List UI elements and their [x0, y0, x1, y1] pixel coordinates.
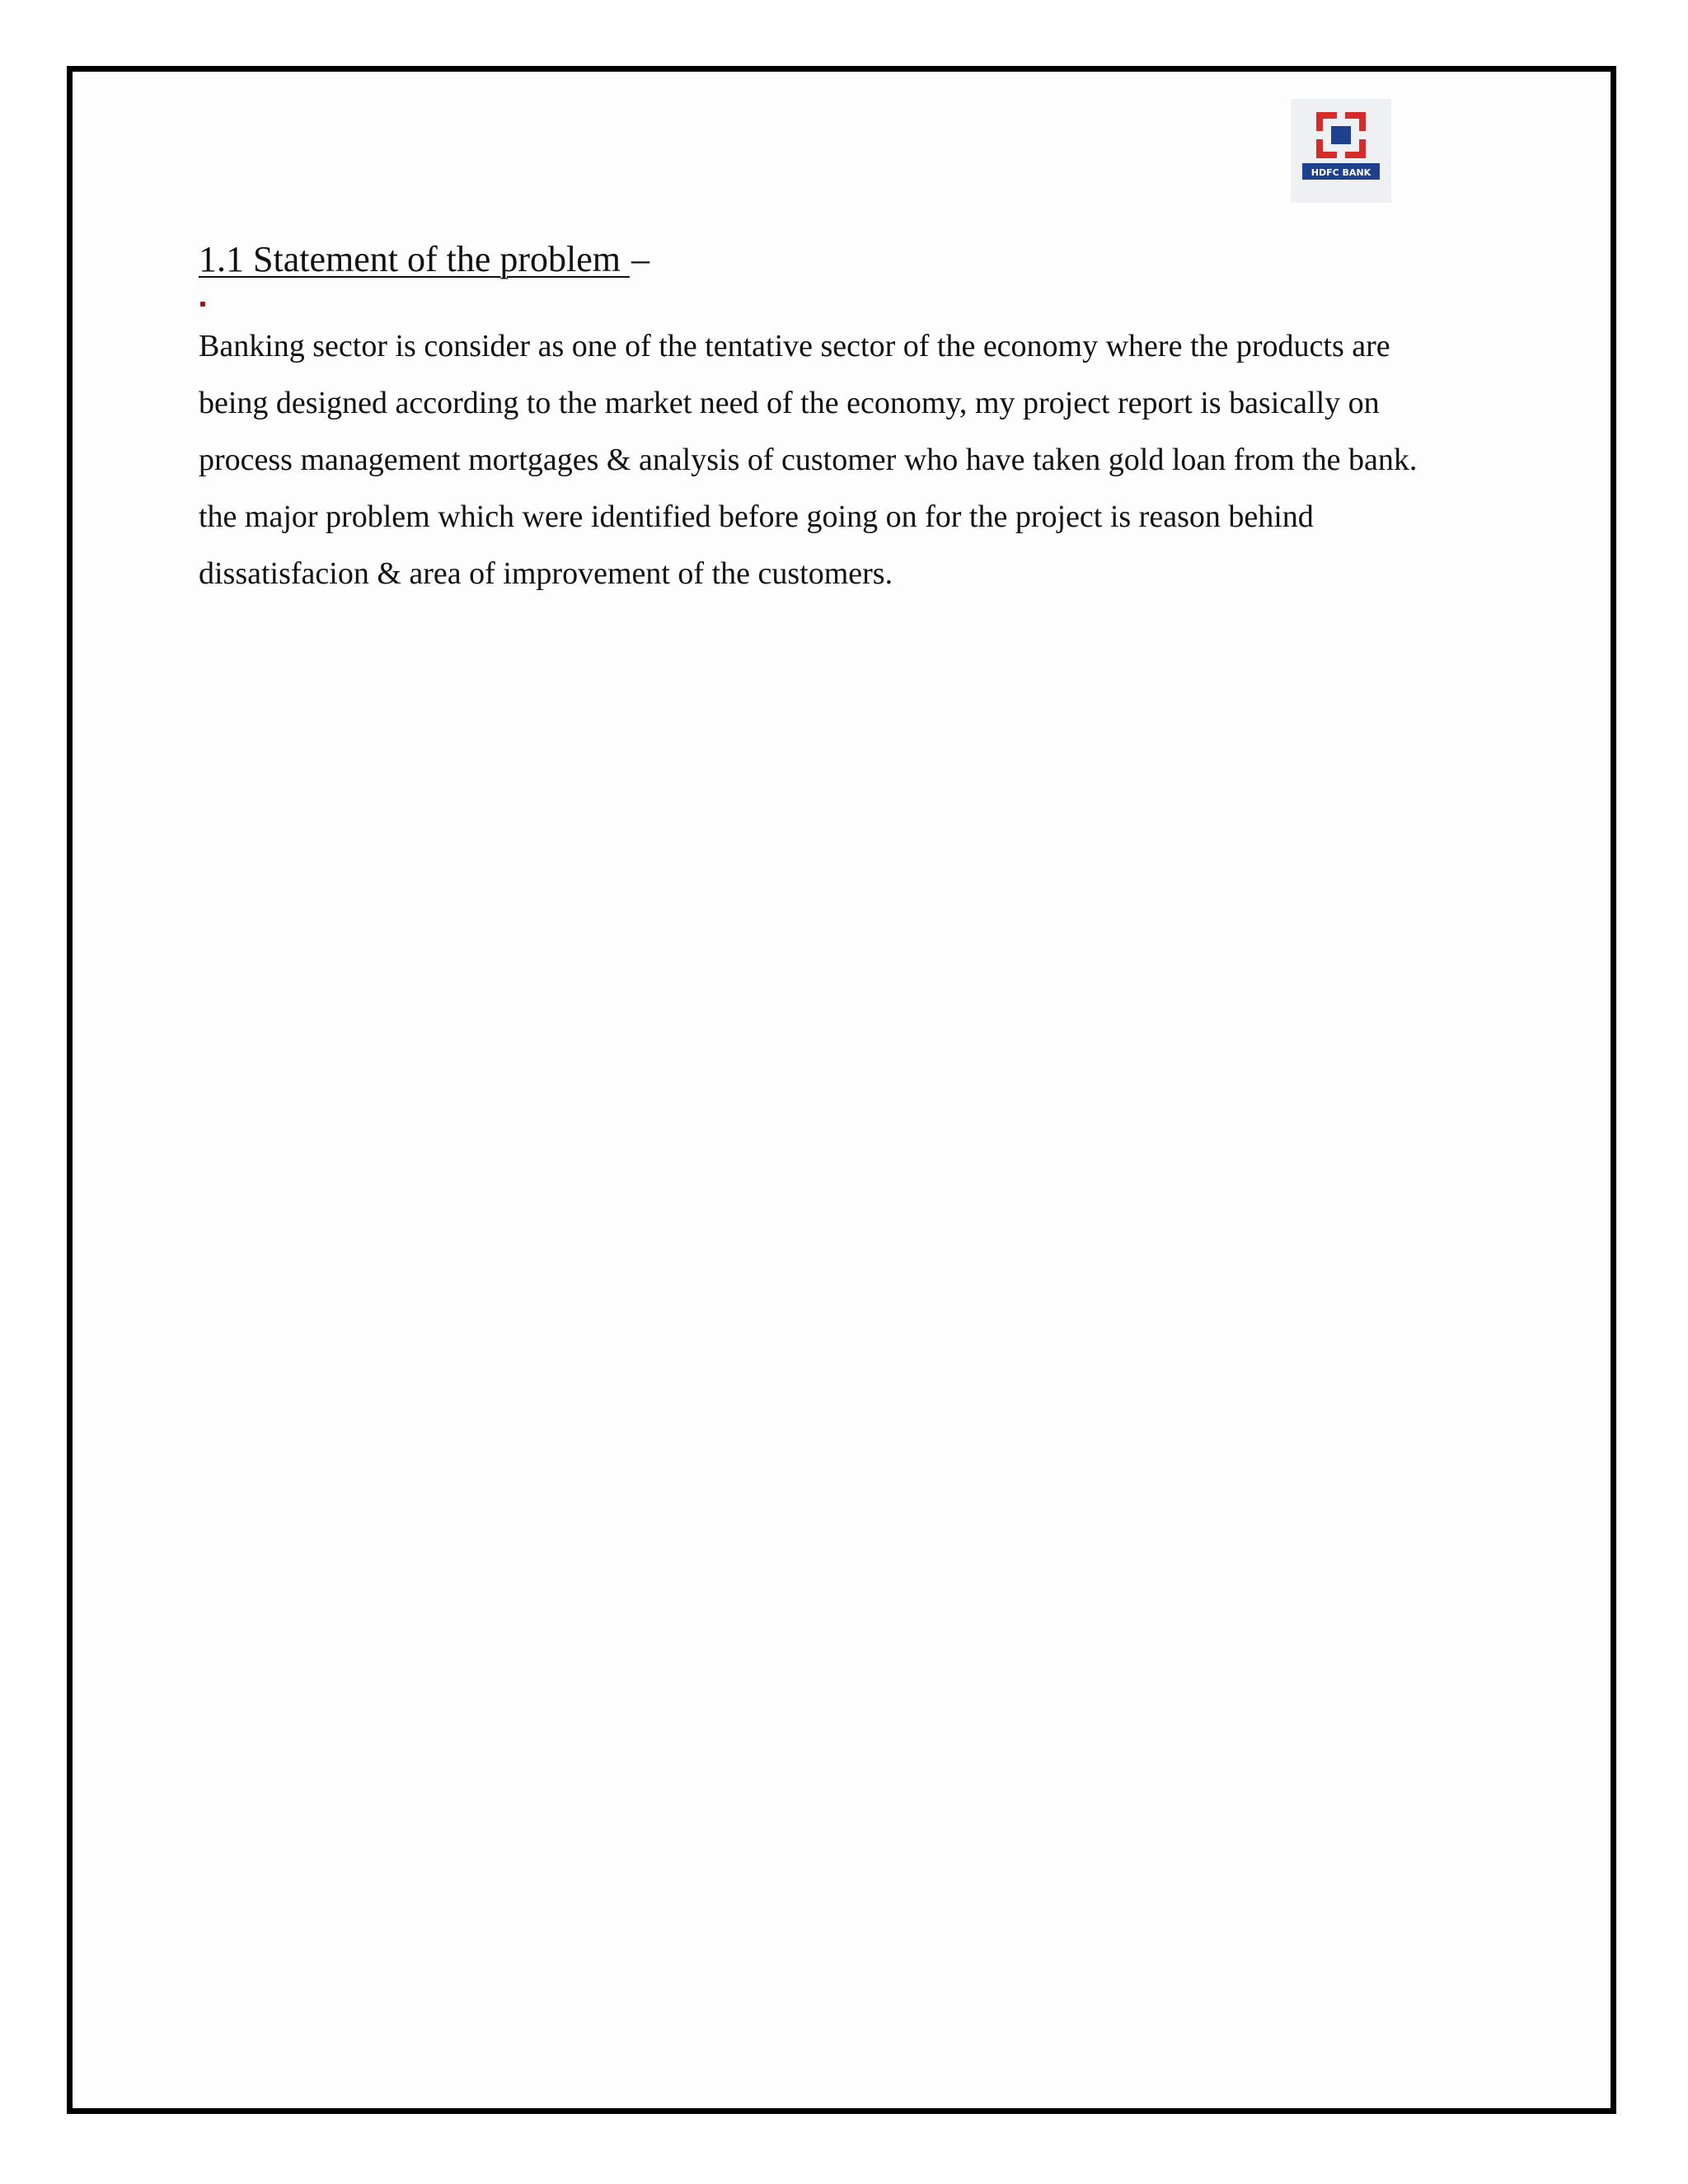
hdfc-bank-logo: [1291, 99, 1391, 203]
body-line: process management mortgages & analysis of customer who have taken gold loan from the bank.: [199, 443, 1418, 477]
body-line: the major problem which were identified before going on for the project is reason behind: [199, 499, 1314, 534]
body-paragraph: [199, 318, 1550, 602]
hdfc-logo-icon: [1291, 99, 1391, 203]
body-line: being designed according to the market need of the economy, my project report is basically on: [199, 386, 1380, 420]
red-dot-marker: [200, 302, 205, 307]
body-line: dissatisfacion & area of improvement of the customers.: [199, 556, 893, 591]
heading-dash: –: [631, 239, 649, 279]
heading-title: 1.1 Statement of the problem: [199, 239, 630, 279]
logo-text: HDFC BANK: [1311, 167, 1372, 178]
logo-navy-square: [1331, 126, 1351, 144]
section-heading: [199, 237, 649, 283]
body-line: Banking sector is consider as one of the tentative sector of the economy where the products are: [199, 329, 1390, 363]
